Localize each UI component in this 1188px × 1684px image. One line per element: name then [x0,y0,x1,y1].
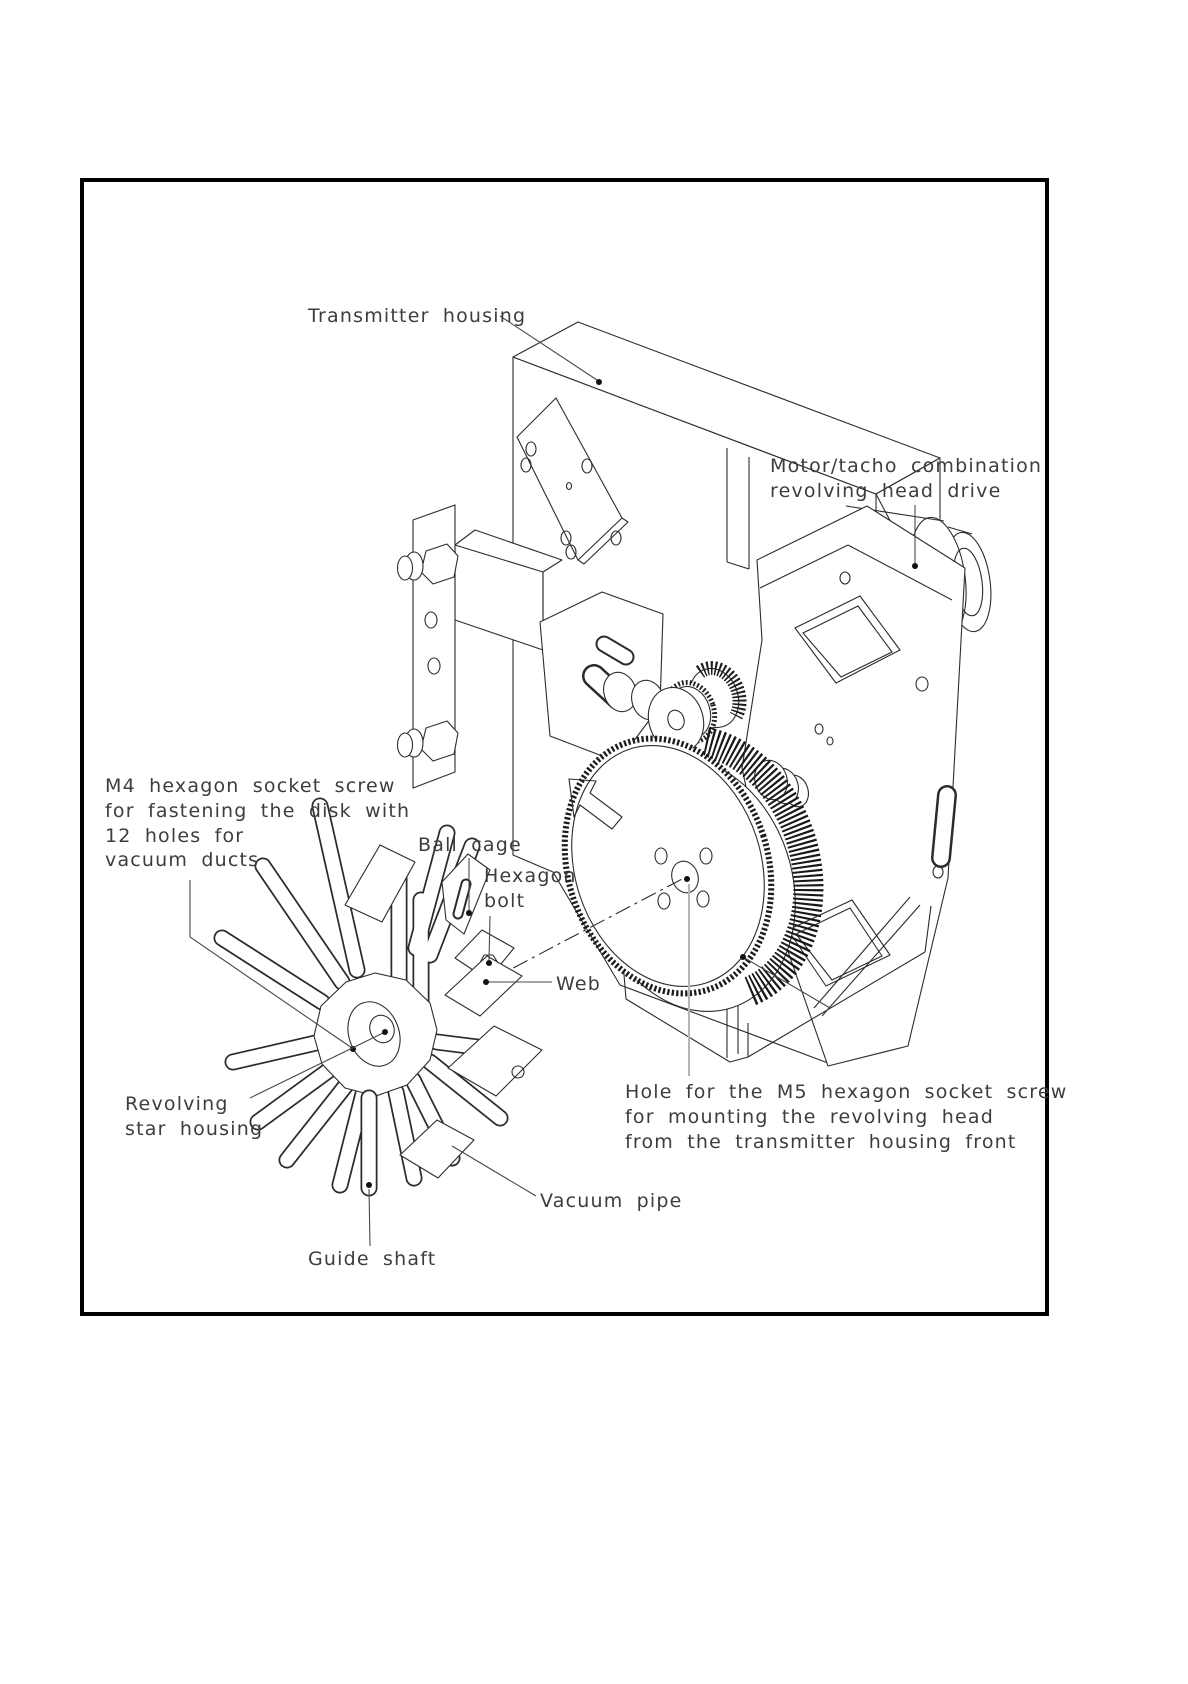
label-transmitter-housing: Transmitter housing [308,305,527,327]
label-m5-line2: for mounting the revolving head [625,1106,995,1128]
label-motor-tacho-line2: revolving head drive [770,480,1002,502]
label-hexagon-bolt-line1: Hexagon [484,865,577,887]
label-m4-line4: vacuum ducts [105,849,260,871]
label-guide-shaft: Guide shaft [308,1248,437,1270]
label-revolving-line1: Revolving [125,1093,229,1115]
label-m5-line1: Hole for the M5 hexagon socket screw [625,1081,1068,1103]
label-web: Web [556,973,602,995]
label-m4-line3: 12 holes for [105,825,245,847]
label-revolving-line2: star housing [125,1118,264,1140]
label-ball-cage: Ball cage [418,834,522,856]
label-motor-tacho-line1: Motor/tacho combination [770,455,1043,477]
label-m4-line1: M4 hexagon socket screw [105,775,396,797]
label-m4-line2: for fastening the disk with [105,800,411,822]
label-hexagon-bolt-line2: bolt [484,890,526,912]
label-m5-line3: from the transmitter housing front [625,1131,1017,1153]
label-vacuum-pipe: Vacuum pipe [540,1190,683,1212]
